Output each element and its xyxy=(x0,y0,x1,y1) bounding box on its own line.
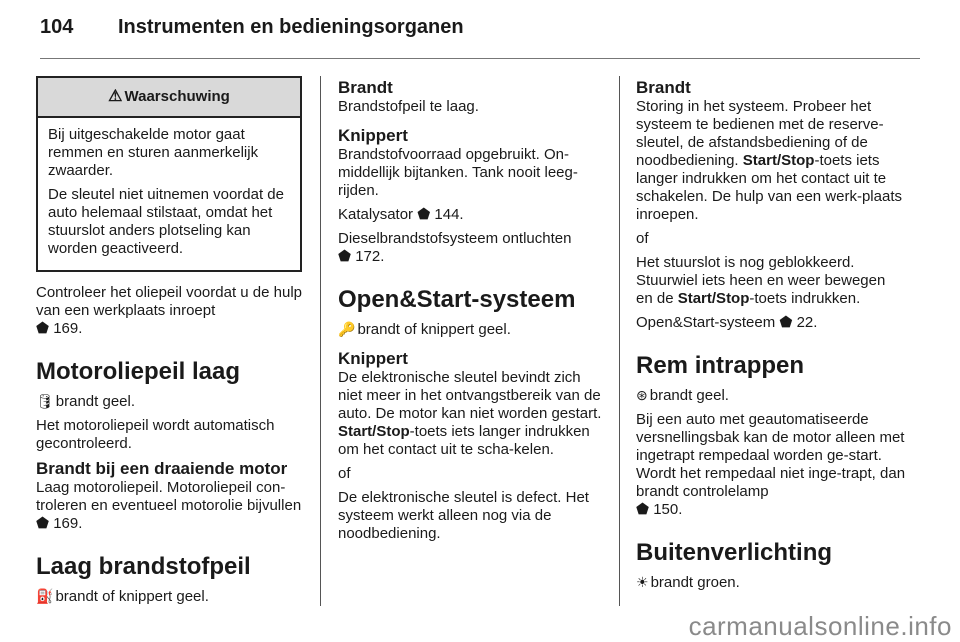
key-icon: 🔑 xyxy=(338,321,356,337)
heading-open-start: Open&Start-systeem xyxy=(338,286,576,313)
oil-check-text: Controleer het oliepeil voordat u de hulp van een werkplaats inroept ⬟ 169. xyxy=(36,284,303,337)
or-text: of xyxy=(338,465,351,482)
warning-text-2: De sleutel niet uitnemen voordat de auto helemaal stilstaat, omdat het stuurslot anders plotseling kan worden geactiveerd. xyxy=(48,186,284,257)
column-2 xyxy=(338,76,606,549)
warning-title: Waarschuwing xyxy=(124,88,230,105)
fuel-lamp-text: ⛽ brandt of knippert geel. xyxy=(36,588,209,605)
oil-auto-text: Het motoroliepeil wordt automatisch gecontroleerd. xyxy=(36,417,275,452)
heading-exterior-lights: Buitenverlichting xyxy=(636,539,833,566)
page-header xyxy=(40,16,920,52)
page-number: 104 xyxy=(40,16,74,38)
oil-can-icon: 🛢 xyxy=(36,393,54,409)
fuel-pump-icon: ⛽ xyxy=(36,588,54,604)
watermark: carmanualsonline.info xyxy=(688,611,952,641)
or-text-3: of xyxy=(636,230,649,247)
column-1 xyxy=(36,76,302,612)
warning-triangle-icon: ⚠ xyxy=(108,88,123,105)
running-text: Laag motoroliepeil. Motoroliepeil controleren en eventueel motorolie bijvullen ⬟ 169. xyxy=(36,479,302,532)
page-ref: ⬟ 169. xyxy=(36,320,83,337)
heading-oil-low: Motoroliepeil laag xyxy=(36,358,241,385)
heading-running: Brandt bij een draaiende motor xyxy=(36,459,288,478)
key-range-text: De elektronische sleutel bevindt zich niet meer in het ontvangstbereik van de auto. De motor kan niet worden gestart. Start/Stop-toets iets langer indrukken om het contact uit te scha-kelen. xyxy=(338,369,602,458)
oil-lamp-text: 🛢 brandt geel. xyxy=(36,393,136,410)
fuel-low-text: Brandstofpeil te laag. xyxy=(338,98,479,115)
warning-body xyxy=(38,118,300,270)
fuel-empty-text: Brandstofvoorraad opgebruikt. Onmiddellijk bijtanken. Tank nooit leeg-rijden. xyxy=(338,146,578,199)
brake-lamp-text: ⊛ brandt geel. xyxy=(636,387,729,404)
heading-knippert-2: Knippert xyxy=(338,349,408,368)
system-fault-text: Storing in het systeem. Probeer het systeem te bedienen met de reserve-sleutel, de afstandsbediening of de noodbediening. Start/Stop-toets iets langer indrukken om het contact uit te schakelen. De hulp van een werk-plaats inroepen. xyxy=(636,98,902,223)
open-start-ref: Open&Start-systeem ⬟ 22. xyxy=(636,314,818,331)
steering-lock-text: Het stuurslot is nog geblokkeerd. Stuurwiel iets heen en weer bewegen en de Start/Stop-toets indrukken. xyxy=(636,254,886,307)
heading-knippert: Knippert xyxy=(338,126,408,145)
key-lamp-text: 🔑 brandt of knippert geel. xyxy=(338,321,511,338)
diesel-text: Dieselbrandstofsysteem ontluchten ⬟ 172. xyxy=(338,230,572,265)
catalyst-ref: Katalysator ⬟ 144. xyxy=(338,206,464,223)
column-3 xyxy=(636,76,906,598)
warning-text-1: Bij uitgeschakelde motor gaat remmen en sturen aanmerkelijk zwaarder. xyxy=(48,126,259,179)
column-divider-1 xyxy=(320,76,321,606)
page-title: Instrumenten en bedieningsorganen xyxy=(118,16,464,38)
warning-box xyxy=(36,76,302,272)
warning-header xyxy=(38,78,300,118)
headlight-icon: ☀ xyxy=(636,574,649,590)
column-divider-2 xyxy=(619,76,620,606)
heading-brandt-3: Brandt xyxy=(636,78,691,97)
heading-brandt: Brandt xyxy=(338,78,393,97)
heading-brake: Rem intrappen xyxy=(636,352,805,379)
brake-icon: ⊛ xyxy=(636,387,648,403)
header-divider xyxy=(40,58,920,59)
heading-fuel-low: Laag brandstofpeil xyxy=(36,553,251,580)
brake-text: Bij een auto met geautomatiseerde versnellingsbak kan de motor alleen met ingetrapt rempedaal worden ge-start. Wordt het rempedaal niet inge-trapt, dan brandt controlelamp ⬟ 150. xyxy=(636,411,906,518)
light-lamp-text: ☀ brandt groen. xyxy=(636,574,740,591)
key-defect-text: De elektronische sleutel is defect. Het systeem werkt alleen nog via de noodbediening. xyxy=(338,489,589,542)
